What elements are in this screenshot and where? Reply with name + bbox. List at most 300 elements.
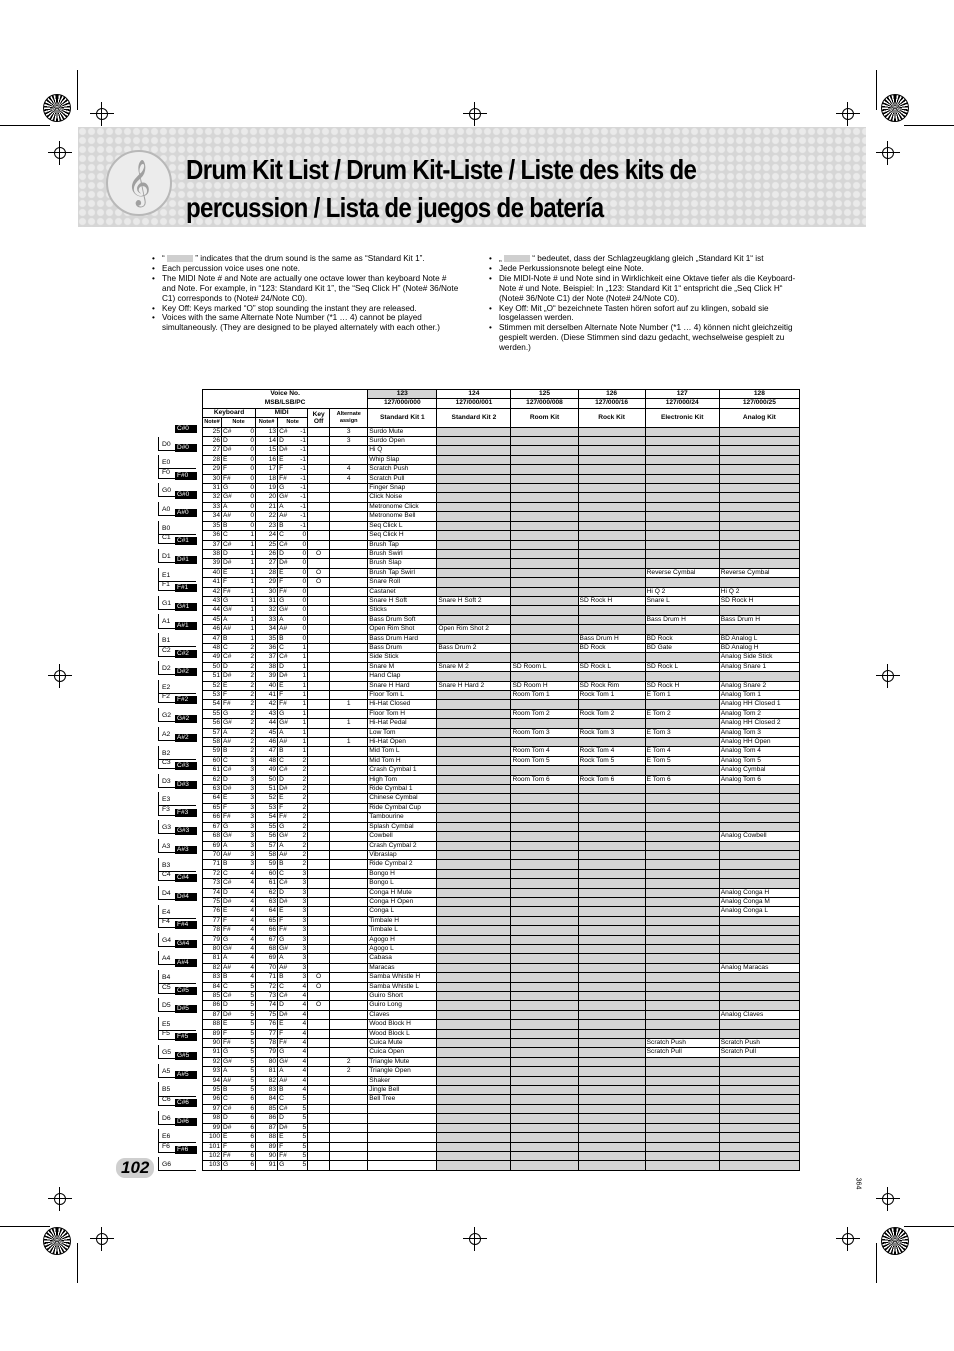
- table-cell: [511, 850, 578, 859]
- table-cell: [437, 540, 511, 549]
- voice-no-header: Voice No.: [203, 390, 368, 399]
- table-cell: [330, 681, 368, 690]
- table-cell: [511, 606, 578, 615]
- table-cell: Scratch Push: [645, 1039, 719, 1048]
- table-cell: [330, 549, 368, 558]
- table-cell: 0: [294, 596, 308, 605]
- table-cell: 38: [256, 662, 278, 671]
- table-cell: [645, 1161, 719, 1170]
- document-code: 364: [854, 1177, 862, 1190]
- table-cell: [511, 766, 578, 775]
- table-cell: F: [278, 1029, 294, 1038]
- table-cell: Bongo H: [368, 869, 437, 878]
- table-cell: D#: [278, 1123, 294, 1132]
- table-cell: 83: [256, 1086, 278, 1095]
- table-cell: [308, 766, 330, 775]
- table-row: [203, 559, 800, 568]
- page-title: [186, 151, 696, 227]
- table-cell: [437, 521, 511, 530]
- table-cell: 37: [256, 653, 278, 662]
- table-cell: Ride Cymbal 1: [368, 785, 437, 794]
- table-cell: [578, 794, 645, 803]
- table-cell: [437, 587, 511, 596]
- table-cell: G#: [222, 719, 240, 728]
- table-cell: Samba Whistle H: [368, 973, 437, 982]
- table-cell: A: [278, 954, 294, 963]
- table-cell: 2: [240, 719, 256, 728]
- table-cell: [308, 512, 330, 521]
- table-cell: 4: [240, 935, 256, 944]
- table-cell: Bass Drum Hard: [368, 634, 437, 643]
- table-cell: [511, 634, 578, 643]
- table-cell: [437, 691, 511, 700]
- table-cell: 4: [240, 897, 256, 906]
- table-cell: [308, 813, 330, 822]
- table-cell: D#: [278, 897, 294, 906]
- table-cell: Bass Drum H: [578, 634, 645, 643]
- table-cell: [511, 700, 578, 709]
- table-cell: 2: [294, 822, 308, 831]
- table-cell: 54: [203, 700, 222, 709]
- table-cell: [511, 1133, 578, 1142]
- table-cell: 4: [294, 1010, 308, 1019]
- table-row: [203, 916, 800, 925]
- table-cell: 61: [203, 766, 222, 775]
- table-row: [203, 803, 800, 812]
- table-cell: [330, 455, 368, 464]
- kb-note-num-header: Note#: [204, 419, 220, 426]
- table-cell: [511, 625, 578, 634]
- table-cell: E Tom 3: [645, 728, 719, 737]
- table-cell: 0: [294, 587, 308, 596]
- table-cell: [330, 897, 368, 906]
- table-cell: [511, 1020, 578, 1029]
- table-cell: 74: [203, 888, 222, 897]
- table-cell: 4: [240, 879, 256, 888]
- table-cell: [578, 465, 645, 474]
- table-cell: [511, 1057, 578, 1066]
- table-cell: F: [278, 803, 294, 812]
- table-cell: 4: [240, 888, 256, 897]
- table-cell: [308, 606, 330, 615]
- table-cell: [511, 587, 578, 596]
- table-cell: [437, 709, 511, 718]
- table-cell: 2: [240, 700, 256, 709]
- kit-name: Rock Kit: [578, 408, 645, 427]
- table-cell: [330, 841, 368, 850]
- table-cell: [330, 916, 368, 925]
- table-cell: [437, 766, 511, 775]
- table-cell: 79: [203, 935, 222, 944]
- table-cell: [719, 493, 799, 502]
- table-cell: [437, 437, 511, 446]
- table-cell: [437, 813, 511, 822]
- crop-line: [77, 1243, 78, 1283]
- white-key: A4: [158, 951, 196, 965]
- table-cell: [578, 813, 645, 822]
- table-cell: 5: [240, 1010, 256, 1019]
- table-cell: [645, 935, 719, 944]
- table-cell: 15: [256, 446, 278, 455]
- table-cell: 3: [330, 437, 368, 446]
- table-cell: D: [278, 437, 294, 446]
- table-cell: [719, 926, 799, 935]
- table-cell: [511, 992, 578, 1001]
- table-cell: [719, 1086, 799, 1095]
- table-row: [203, 587, 800, 596]
- table-cell: 47: [203, 634, 222, 643]
- white-key: C3: [158, 755, 196, 769]
- table-cell: [511, 672, 578, 681]
- table-cell: 4: [294, 1039, 308, 1048]
- table-cell: F#: [278, 587, 294, 596]
- table-cell: 3: [240, 832, 256, 841]
- table-cell: G: [222, 1048, 240, 1057]
- table-cell: [645, 992, 719, 1001]
- table-cell: -1: [294, 465, 308, 474]
- table-cell: 3: [240, 766, 256, 775]
- table-cell: [437, 531, 511, 540]
- table-cell: F: [222, 465, 240, 474]
- table-cell: 1: [240, 549, 256, 558]
- table-cell: Side Stick: [368, 653, 437, 662]
- table-cell: [578, 484, 645, 493]
- table-cell: 66: [203, 813, 222, 822]
- table-cell: [645, 578, 719, 587]
- table-cell: Cuica Mute: [368, 1039, 437, 1048]
- table-cell: 0: [294, 625, 308, 634]
- table-cell: Analog HH Open: [719, 738, 799, 747]
- table-cell: 4: [240, 926, 256, 935]
- table-cell: [645, 794, 719, 803]
- table-cell: [645, 625, 719, 634]
- table-cell: Cuica Open: [368, 1048, 437, 1057]
- table-cell: C: [278, 756, 294, 765]
- table-cell: E: [278, 681, 294, 690]
- table-cell: C: [222, 982, 240, 991]
- table-row: [203, 512, 800, 521]
- table-cell: [578, 944, 645, 953]
- kit-msb: 127/000/25: [719, 399, 799, 408]
- table-cell: A: [278, 615, 294, 624]
- table-cell: 31: [256, 596, 278, 605]
- white-key: E4: [158, 905, 196, 919]
- table-cell: 1: [294, 653, 308, 662]
- table-cell: [437, 427, 511, 436]
- table-cell: [437, 446, 511, 455]
- table-cell: G: [278, 822, 294, 831]
- kit-msb: 127/000/24: [645, 399, 719, 408]
- table-row: [203, 1161, 800, 1170]
- table-cell: [437, 785, 511, 794]
- table-cell: [578, 738, 645, 747]
- table-cell: 1: [294, 691, 308, 700]
- table-cell: B: [222, 973, 240, 982]
- table-cell: Rock Tom 4: [578, 747, 645, 756]
- table-cell: [578, 427, 645, 436]
- table-cell: [719, 841, 799, 850]
- table-cell: [437, 1057, 511, 1066]
- table-cell: [437, 1133, 511, 1142]
- table-cell: [330, 822, 368, 831]
- table-cell: 6: [240, 1142, 256, 1151]
- table-cell: C#: [222, 879, 240, 888]
- table-cell: [719, 455, 799, 464]
- grey-swatch-icon: [504, 255, 530, 262]
- black-key: F#3: [175, 809, 197, 817]
- black-key: D#1: [175, 556, 197, 564]
- table-cell: [330, 568, 368, 577]
- table-cell: C: [278, 531, 294, 540]
- registration-sun-icon: [43, 1227, 71, 1255]
- black-key: D#6: [175, 1118, 197, 1126]
- table-cell: C#: [222, 653, 240, 662]
- table-cell: 30: [256, 587, 278, 596]
- table-cell: [330, 1123, 368, 1132]
- table-cell: [437, 568, 511, 577]
- table-cell: 53: [203, 691, 222, 700]
- table-cell: F#: [222, 700, 240, 709]
- table-cell: 21: [256, 502, 278, 511]
- table-row: [203, 521, 800, 530]
- table-cell: [645, 738, 719, 747]
- black-key: G#2: [175, 715, 197, 723]
- table-cell: Rock Tom 6: [578, 775, 645, 784]
- table-cell: E Tom 6: [645, 775, 719, 784]
- table-cell: [719, 1142, 799, 1151]
- table-cell: [437, 634, 511, 643]
- table-cell: 5: [240, 1057, 256, 1066]
- table-cell: [719, 1001, 799, 1010]
- table-cell: 0: [240, 493, 256, 502]
- table-cell: 4: [240, 954, 256, 963]
- table-cell: E Tom 4: [645, 747, 719, 756]
- crosshair-icon: [463, 102, 487, 126]
- table-cell: 1: [240, 615, 256, 624]
- table-cell: 5: [294, 1114, 308, 1123]
- table-cell: Finger Snap: [368, 484, 437, 493]
- table-cell: Bongo L: [368, 879, 437, 888]
- table-cell: 4: [294, 1020, 308, 1029]
- table-cell: 69: [256, 954, 278, 963]
- table-cell: [645, 973, 719, 982]
- table-cell: 13: [256, 427, 278, 436]
- table-cell: 4: [294, 1076, 308, 1085]
- table-cell: [578, 841, 645, 850]
- white-key: F2: [158, 689, 196, 703]
- table-cell: Hi-Hat Pedal: [368, 719, 437, 728]
- table-cell: [308, 1095, 330, 1104]
- table-cell: 48: [256, 756, 278, 765]
- kit-no: 123: [368, 390, 437, 399]
- table-cell: [330, 869, 368, 878]
- table-cell: Bass Drum H: [645, 615, 719, 624]
- table-cell: 57: [203, 728, 222, 737]
- table-cell: 88: [256, 1133, 278, 1142]
- table-cell: [437, 907, 511, 916]
- table-cell: F: [278, 691, 294, 700]
- table-cell: G#: [222, 832, 240, 841]
- table-cell: 0: [240, 521, 256, 530]
- table-cell: -1: [294, 437, 308, 446]
- table-cell: [437, 888, 511, 897]
- table-cell: [511, 1123, 578, 1132]
- table-cell: [578, 1133, 645, 1142]
- table-cell: [437, 850, 511, 859]
- table-cell: Ride Cymbal Cup: [368, 803, 437, 812]
- table-cell: Open Rim Shot 2: [437, 625, 511, 634]
- table-cell: [330, 944, 368, 953]
- table-cell: Wood Block H: [368, 1020, 437, 1029]
- table-cell: [511, 1048, 578, 1057]
- table-row: [203, 1020, 800, 1029]
- table-cell: D: [222, 888, 240, 897]
- table-cell: 90: [256, 1151, 278, 1160]
- table-cell: [578, 587, 645, 596]
- table-cell: 88: [203, 1020, 222, 1029]
- table-cell: 28: [203, 455, 222, 464]
- table-cell: G: [222, 709, 240, 718]
- midi-note-header: Note: [278, 418, 308, 427]
- table-cell: C#: [278, 1104, 294, 1113]
- black-key: C#4: [175, 874, 197, 882]
- table-cell: E: [278, 1020, 294, 1029]
- table-cell: [578, 1067, 645, 1076]
- table-cell: C: [278, 643, 294, 652]
- table-row: [203, 860, 800, 869]
- table-cell: [578, 615, 645, 624]
- table-cell: [330, 785, 368, 794]
- table-cell: [511, 1104, 578, 1113]
- table-cell: Analog Tom 5: [719, 756, 799, 765]
- table-cell: F: [222, 691, 240, 700]
- table-cell: BD Analog H: [719, 643, 799, 652]
- white-key: D3: [158, 774, 196, 788]
- table-cell: [511, 596, 578, 605]
- table-cell: Room Tom 4: [511, 747, 578, 756]
- black-key: C#5: [175, 987, 197, 995]
- table-cell: Floor Tom L: [368, 691, 437, 700]
- table-cell: [578, 963, 645, 972]
- table-cell: 0: [294, 568, 308, 577]
- table-cell: [511, 944, 578, 953]
- table-cell: [330, 954, 368, 963]
- table-cell: [308, 992, 330, 1001]
- table-cell: 91: [203, 1048, 222, 1057]
- table-cell: [330, 1001, 368, 1010]
- table-row: [203, 596, 800, 605]
- table-cell: 30: [203, 474, 222, 483]
- white-key: B4: [158, 970, 196, 984]
- table-cell: 77: [256, 1029, 278, 1038]
- table-cell: 46: [203, 625, 222, 634]
- table-cell: [645, 606, 719, 615]
- table-cell: F: [278, 465, 294, 474]
- table-cell: [719, 992, 799, 1001]
- table-cell: [719, 1114, 799, 1123]
- table-cell: 45: [203, 615, 222, 624]
- table-cell: D#: [222, 897, 240, 906]
- table-cell: [511, 502, 578, 511]
- table-cell: [511, 578, 578, 587]
- crosshair-icon: [48, 664, 72, 688]
- table-cell: [437, 944, 511, 953]
- white-key: B0: [158, 521, 196, 535]
- table-cell: Hand Clap: [368, 672, 437, 681]
- table-cell: [437, 549, 511, 558]
- table-cell: [308, 907, 330, 916]
- table-cell: 2: [294, 813, 308, 822]
- table-cell: [330, 850, 368, 859]
- table-cell: 1: [294, 719, 308, 728]
- table-cell: -1: [294, 446, 308, 455]
- table-cell: 3: [240, 794, 256, 803]
- table-cell: E: [222, 907, 240, 916]
- table-cell: G: [278, 596, 294, 605]
- table-cell: [330, 775, 368, 784]
- table-cell: 37: [203, 540, 222, 549]
- kit-name: Analog Kit: [719, 408, 799, 427]
- note-item: • The MIDI Note # and Note are actually one octave lower than keyboard Note # and Note. For example, in “123: Standard Kit 1”, the “Seq Click H” (Note# 36/Note C1) corresponds to (Note# 24/Note C0).: [162, 274, 462, 304]
- black-key: G#1: [175, 603, 197, 611]
- table-cell: B: [222, 1086, 240, 1095]
- table-cell: Snare L: [645, 596, 719, 605]
- crop-line: [0, 1226, 50, 1227]
- table-cell: [719, 1029, 799, 1038]
- table-cell: [330, 860, 368, 869]
- white-key: E3: [158, 792, 196, 806]
- table-cell: 56: [256, 832, 278, 841]
- table-cell: A: [278, 502, 294, 511]
- table-cell: 4: [240, 944, 256, 953]
- table-cell: 2: [294, 841, 308, 850]
- table-cell: 89: [203, 1029, 222, 1038]
- table-cell: A#: [222, 1076, 240, 1085]
- table-cell: [578, 606, 645, 615]
- black-key: A#2: [175, 734, 197, 742]
- table-cell: 55: [256, 822, 278, 831]
- table-cell: [308, 756, 330, 765]
- white-key: G2: [158, 708, 196, 722]
- table-cell: 0: [294, 606, 308, 615]
- table-cell: 0: [240, 455, 256, 464]
- note-item: • Key Off: Keys marked “O” stop sounding the instant they are released.: [162, 304, 462, 314]
- table-cell: 51: [203, 672, 222, 681]
- table-cell: D#: [278, 559, 294, 568]
- table-cell: [330, 531, 368, 540]
- table-cell: [578, 935, 645, 944]
- table-cell: 78: [203, 926, 222, 935]
- note-item: • Jede Perkussionsnote belegt eine Note.: [499, 264, 799, 274]
- table-cell: [330, 1104, 368, 1113]
- table-cell: [330, 578, 368, 587]
- table-cell: O: [308, 568, 330, 577]
- table-cell: 89: [256, 1142, 278, 1151]
- crosshair-icon: [876, 141, 900, 165]
- table-cell: D: [278, 888, 294, 897]
- table-cell: [578, 493, 645, 502]
- table-cell: [437, 1029, 511, 1038]
- table-cell: High Tom: [368, 775, 437, 784]
- table-cell: Conga H Open: [368, 897, 437, 906]
- table-cell: [719, 850, 799, 859]
- black-key: A#0: [175, 509, 197, 517]
- table-row: [203, 992, 800, 1001]
- table-cell: 73: [203, 879, 222, 888]
- table-row: [203, 888, 800, 897]
- page-number: 102: [116, 1158, 154, 1178]
- table-cell: E Tom 5: [645, 756, 719, 765]
